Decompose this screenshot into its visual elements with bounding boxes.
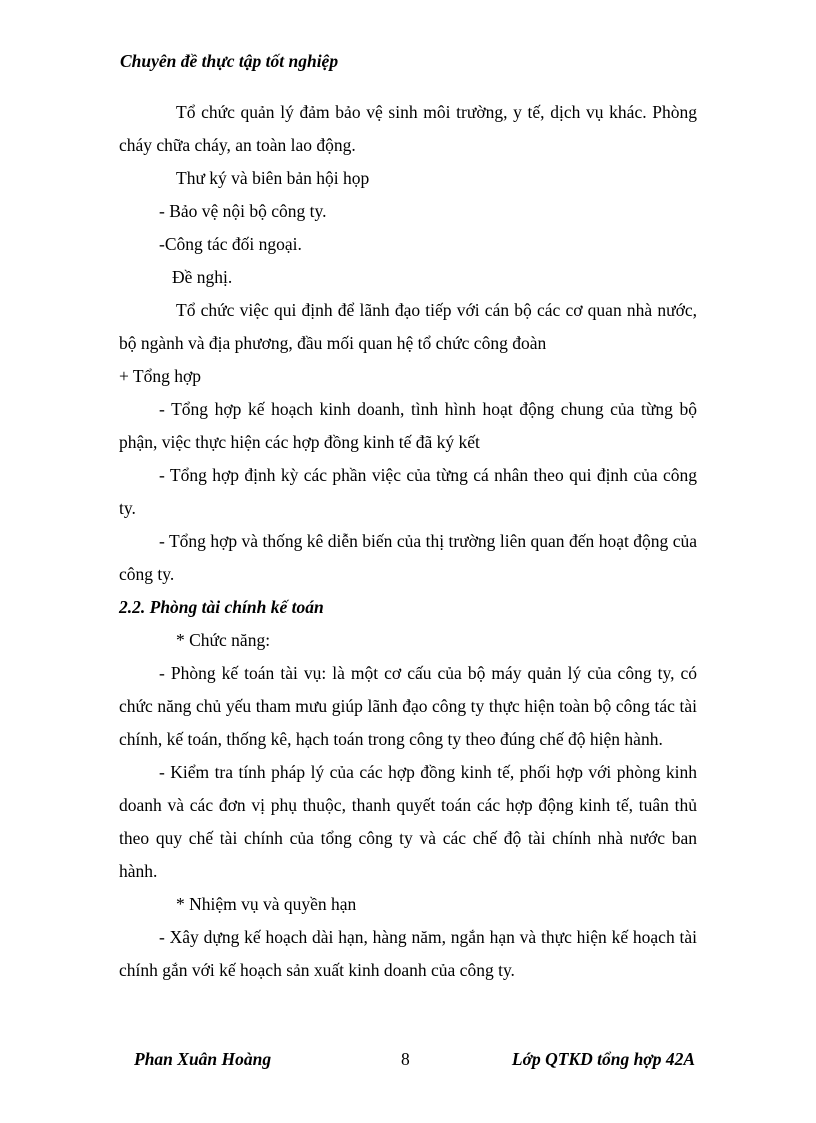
- list-item: - Tổng hợp định kỳ các phần việc của từng cá nhân theo qui định của công ty.: [119, 465, 697, 518]
- page-number: 8: [401, 1049, 410, 1069]
- subheading: + Tổng hợp: [119, 366, 201, 386]
- footer-class: Lớp QTKD tổng hợp 42A: [511, 1049, 695, 1069]
- document-body: [119, 96, 697, 987]
- page-header-title: Chuyên đề thực tập tốt nghiệp: [120, 51, 339, 71]
- paragraph: Tổ chức quản lý đảm bảo vệ sinh môi trường, y tế, dịch vụ khác. Phòng cháy chữa cháy, an toàn lao động.: [119, 102, 697, 155]
- paragraph: Tổ chức việc qui định để lãnh đạo tiếp với cán bộ các cơ quan nhà nước, bộ ngành và địa phương, đầu mối quan hệ tổ chức công đoàn: [119, 300, 697, 353]
- footer-author: Phan Xuân Hoàng: [134, 1049, 272, 1069]
- paragraph: Thư ký và biên bản hội họp: [176, 168, 370, 188]
- list-item: - Tổng hợp và thống kê diễn biến của thị trường liên quan đến hoạt động của công ty.: [119, 531, 697, 584]
- paragraph: * Nhiệm vụ và quyền hạn: [176, 894, 357, 914]
- list-item: - Kiểm tra tính pháp lý của các hợp đồng kinh tế, phối hợp với phòng kinh doanh và các đơn vị phụ thuộc, thanh quyết toán các hợp động kinh tế, tuân thủ theo quy chế tài chính của tổng công ty và các chế độ tài chính nhà nước ban hành.: [119, 762, 697, 881]
- list-item: - Phòng kế toán tài vụ: là một cơ cấu của bộ máy quản lý của công ty, có chức năng chủ yếu tham mưu giúp lãnh đạo công ty thực hiện toàn bộ công tác tài chính, kế toán, thống kê, hạch toán trong công ty theo đúng chế độ hiện hành.: [119, 663, 697, 749]
- list-item: -Công tác đối ngoại.: [159, 234, 302, 254]
- list-item: - Tổng hợp kế hoạch kinh doanh, tình hình hoạt động chung của từng bộ phận, việc thực hiện các hợp đồng kinh tế đã ký kết: [119, 399, 697, 452]
- paragraph: Đề nghị.: [172, 267, 233, 287]
- list-item: - Xây dựng kế hoạch dài hạn, hàng năm, ngắn hạn và thực hiện kế hoạch tài chính gắn với kế hoạch sản xuất kinh doanh của công ty.: [119, 927, 697, 980]
- paragraph: * Chức năng:: [176, 630, 271, 650]
- list-item: - Bảo vệ nội bộ công ty.: [159, 201, 327, 221]
- section-heading: 2.2. Phòng tài chính kế toán: [119, 597, 324, 617]
